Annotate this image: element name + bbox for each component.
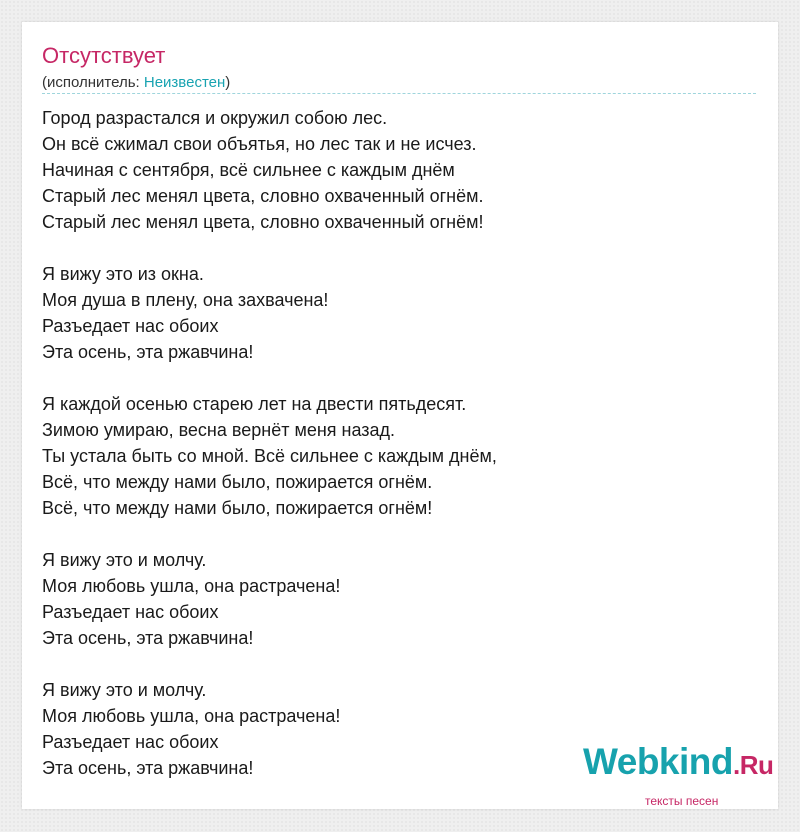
stanza xyxy=(42,261,762,365)
lyric-line: Я вижу это и молчу. xyxy=(42,680,207,700)
lyric-line: Начиная с сентября, всё сильнее с каждым днём xyxy=(42,160,455,180)
logo-tld: .Ru xyxy=(733,750,774,780)
lyric-line: Разъедает нас обоих xyxy=(42,732,219,752)
lyric-line: Город разрастался и окружил собою лес. xyxy=(42,108,388,128)
lyric-line: Старый лес менял цвета, словно охваченный огнём! xyxy=(42,212,484,232)
artist-line xyxy=(42,73,230,93)
lyric-line: Моя любовь ушла, она растрачена! xyxy=(42,576,341,596)
stanza xyxy=(42,391,762,521)
artist-link[interactable]: Неизвестен xyxy=(143,74,226,91)
lyric-line: Эта осень, эта ржавчина! xyxy=(42,628,254,648)
lyric-line: Моя любовь ушла, она растрачена! xyxy=(42,706,341,726)
stanza xyxy=(42,105,762,235)
song-title: Отсутствует xyxy=(42,43,166,68)
stanza xyxy=(42,547,762,651)
lyric-line: Зимою умираю, весна вернёт меня назад. xyxy=(42,420,396,440)
dashed-divider xyxy=(42,93,756,94)
artist-suffix: ) xyxy=(225,74,231,91)
lyric-line: Я вижу это и молчу. xyxy=(42,550,207,570)
lyric-line: Эта осень, эта ржавчина! xyxy=(42,758,254,778)
lyric-line: Разъедает нас обоих xyxy=(42,602,219,622)
lyric-line: Старый лес менял цвета, словно охваченный огнём. xyxy=(42,186,484,206)
logo-main-text: Webkind xyxy=(583,741,733,782)
lyrics-text xyxy=(42,105,762,807)
lyric-line: Я каждой осенью старею лет на двести пятьдесят. xyxy=(42,394,467,414)
webkind-logo[interactable] xyxy=(583,740,783,810)
lyric-line: Эта осень, эта ржавчина! xyxy=(42,342,254,362)
lyric-line: Ты устала быть со мной. Всё сильнее с каждым днём, xyxy=(42,446,497,466)
lyric-line: Он всё сжимал свои объятья, но лес так и не исчез. xyxy=(42,134,477,154)
lyric-line: Разъедает нас обоих xyxy=(42,316,219,336)
logo-wordmark xyxy=(583,740,773,787)
lyric-line: Моя душа в плену, она захвачена! xyxy=(42,290,329,310)
lyrics-card xyxy=(22,22,778,809)
lyric-line: Всё, что между нами было, пожирается огнём! xyxy=(42,498,433,518)
artist-prefix: (исполнитель: xyxy=(42,74,144,91)
lyric-line: Я вижу это из окна. xyxy=(42,264,204,284)
lyric-line: Всё, что между нами было, пожирается огнём. xyxy=(42,472,433,492)
logo-subtitle: тексты песен xyxy=(645,794,719,808)
